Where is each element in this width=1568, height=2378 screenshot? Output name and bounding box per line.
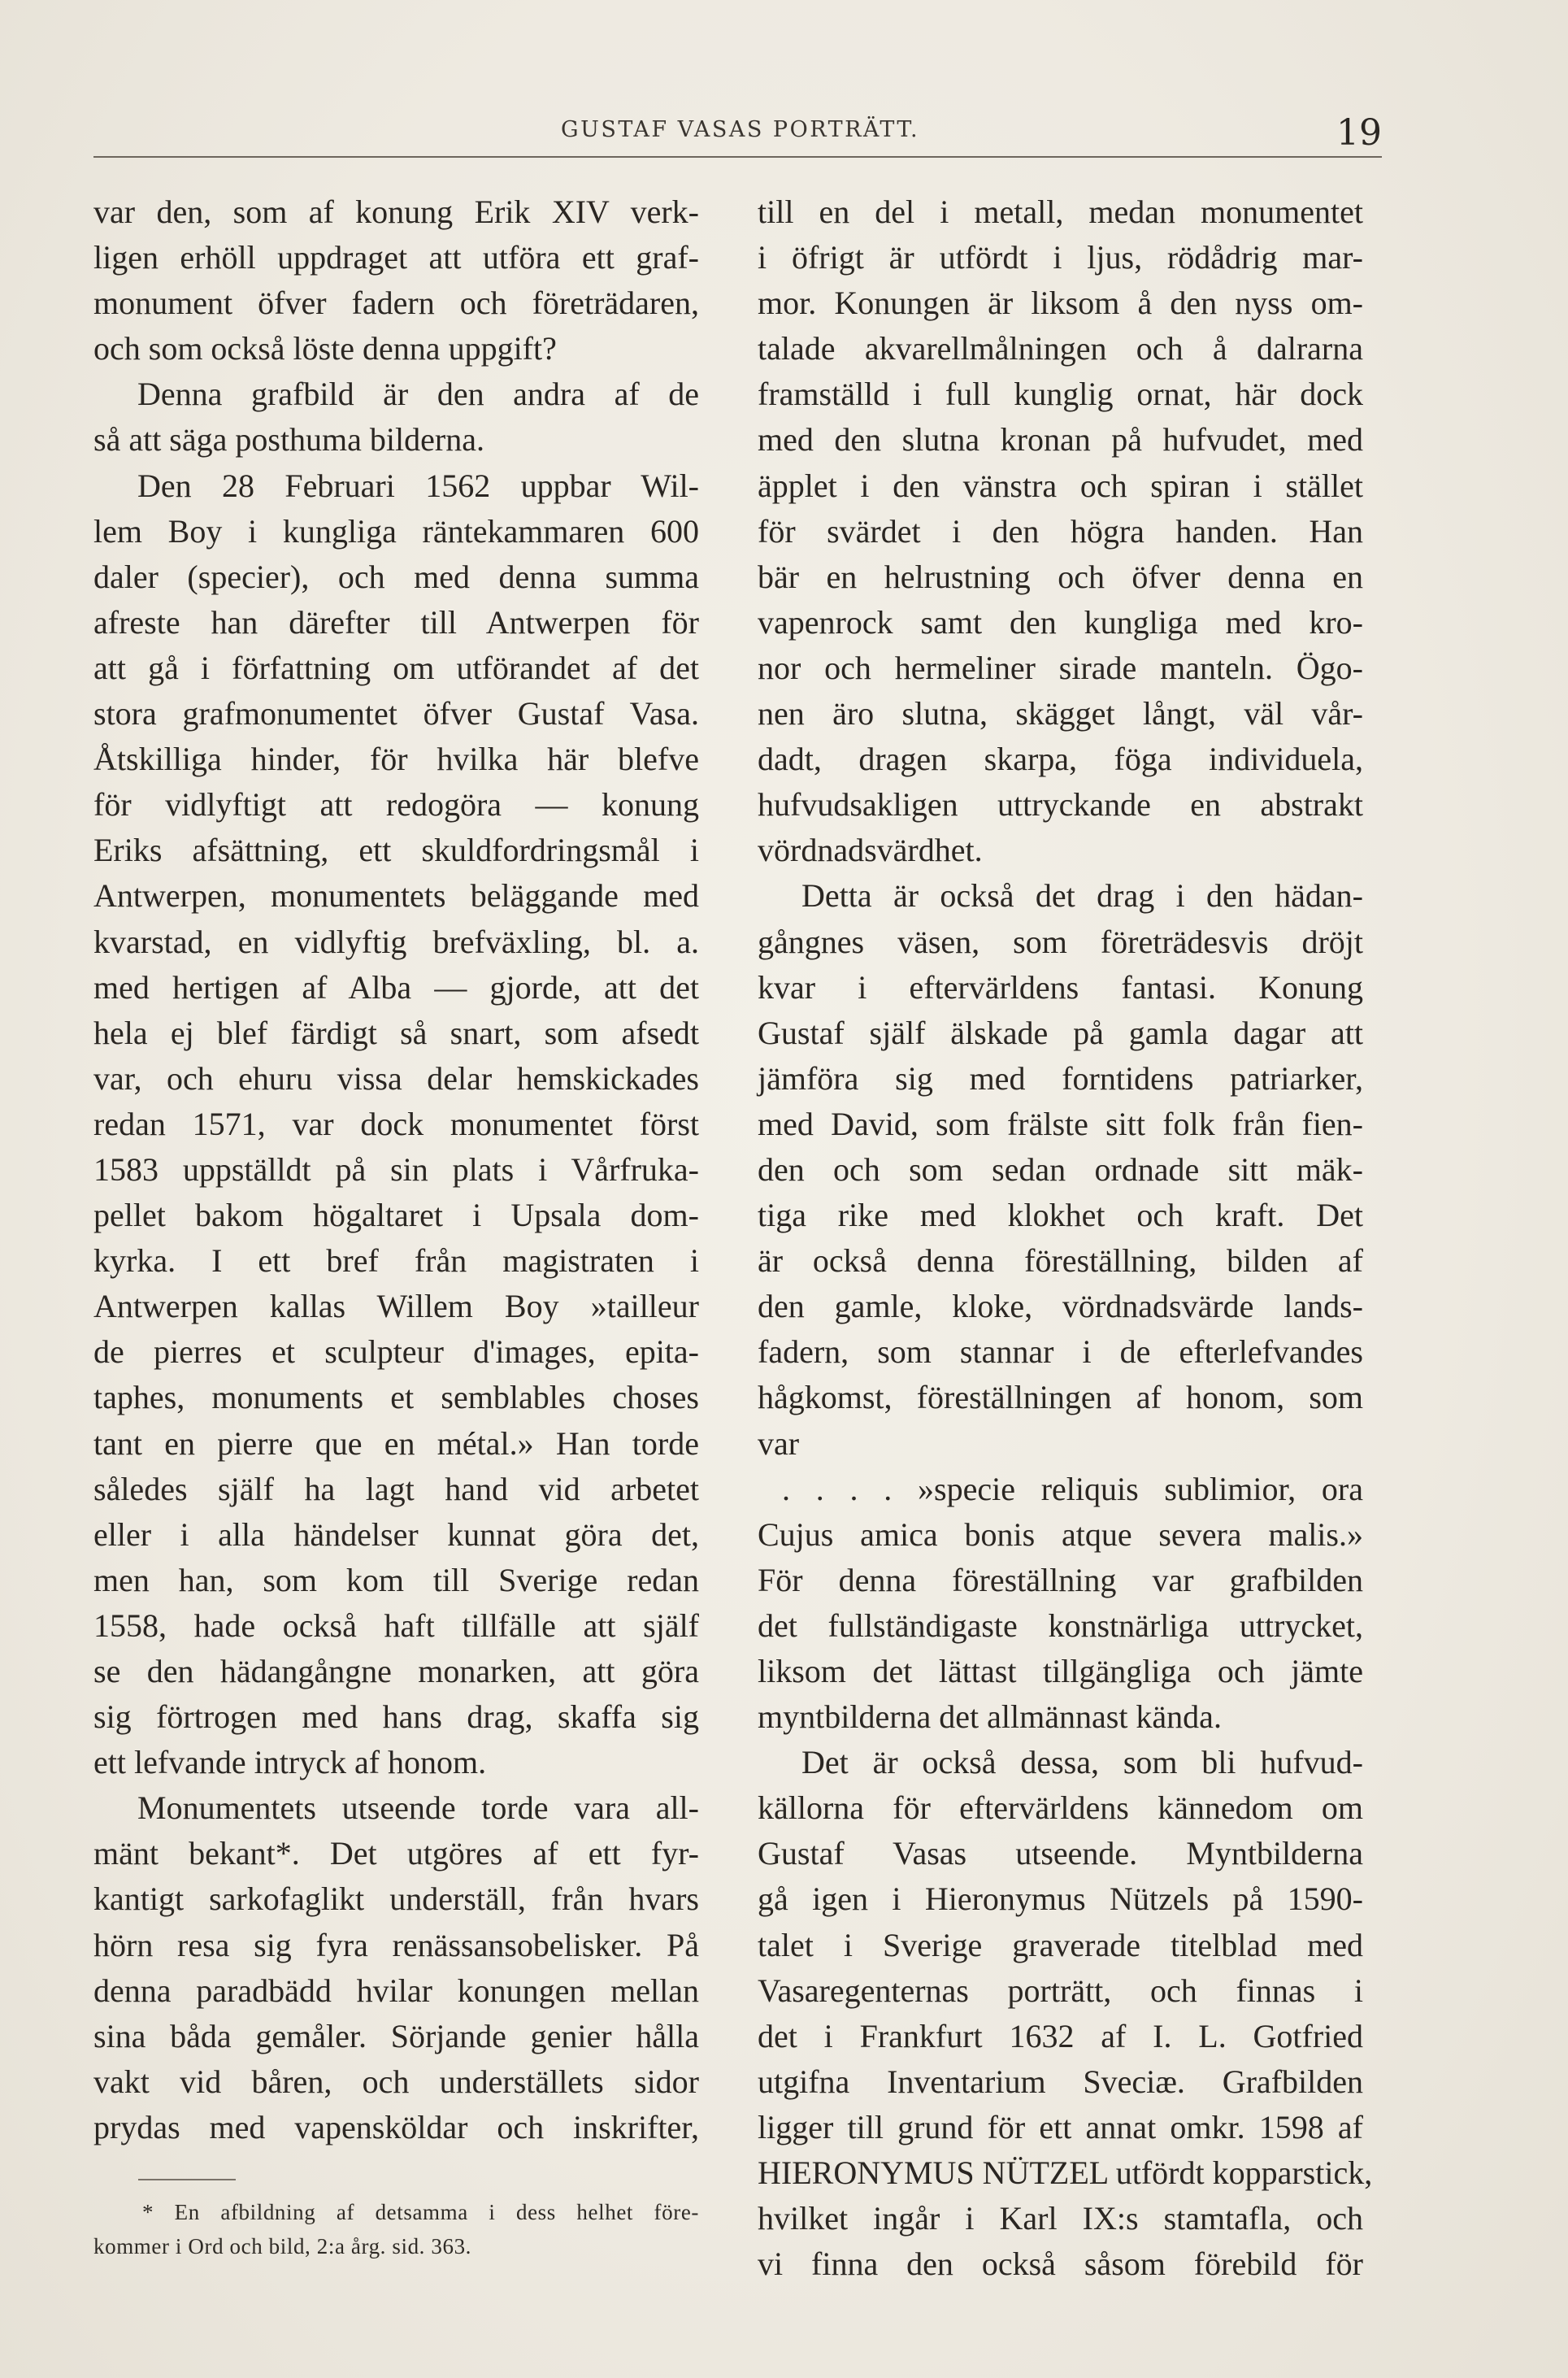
text-line: äpplet i den vänstra och spiran i stället	[758, 467, 1363, 504]
text-line: ett lefvande intryck af honom.	[93, 1744, 487, 1781]
text-line: sig förtrogen med hans drag, skaffa sig	[93, 1698, 699, 1736]
text-line: hela ej blef färdigt så snart, som afsedt	[93, 1014, 699, 1051]
text-line: kvarstad, en vidlyftig brefväxling, bl. a.	[93, 923, 699, 960]
text-line: Cujus amica bonis atque severa malis.»	[758, 1515, 1363, 1553]
text-line: daler (specier), och med denna summa	[93, 558, 699, 595]
text-line: HIERONYMUS NÜTZEL utfördt kopparstick,	[758, 2154, 1373, 2192]
text-line: är också denna föreställning, bilden af	[758, 1242, 1363, 1280]
text-line: denna paradbädd hvilar konungen mellan	[93, 1972, 699, 2009]
text-line: mänt bekant*. Det utgöres af ett fyr-	[93, 1835, 699, 1872]
text-line: kvar i eftervärldens fantasi. Konung	[758, 968, 1363, 1006]
text-line: bär en helrustning och öfver denna en	[758, 558, 1363, 595]
text-line: kyrka. I ett bref från magistraten i	[93, 1242, 699, 1280]
text-line: myntbilderna det allmännast kända.	[758, 1698, 1222, 1736]
text-line: . . . . »specie reliquis sublimior, ora	[782, 1470, 1363, 1507]
text-line: prydas med vapensköldar och inskrifter,	[93, 2108, 699, 2145]
text-line: källorna för eftervärldens kännedom om	[758, 1789, 1363, 1827]
text-line: så att säga posthuma bilderna.	[93, 421, 484, 459]
text-line: afreste han därefter till Antwerpen för	[93, 603, 699, 641]
text-line: kantigt sarkofaglikt underställ, från hvars	[93, 1880, 699, 1918]
text-line: 1558, hade också haft tillfälle att själf	[93, 1606, 699, 1644]
text-line: taphes, monuments et semblables choses	[93, 1379, 699, 1416]
running-title: GUSTAF VASAS PORTRÄTT.	[561, 117, 920, 142]
text-line: det fullständigaste konstnärliga uttrycket,	[758, 1606, 1363, 1644]
text-line: Det är också dessa, som bli hufvud-	[801, 1744, 1363, 1781]
text-line: mor. Konungen är liksom å den nyss om-	[758, 285, 1363, 322]
text-line: till en del i metall, medan monumentet	[758, 193, 1363, 230]
text-line: att gå i författning om utförandet af det	[93, 649, 699, 686]
text-line: nen äro slutna, skägget långt, väl vår-	[758, 695, 1363, 733]
text-line: vi finna den också såsom förebild för	[758, 2245, 1363, 2283]
text-line: med hertigen af Alba — gjorde, att det	[93, 968, 699, 1006]
text-line: för svärdet i den högra handen. Han	[758, 512, 1363, 550]
text-line: kommer i Ord och bild, 2:a årg. sid. 363.	[93, 2234, 472, 2258]
text-line: talade akvarellmålningen och å dalrarna	[758, 330, 1363, 367]
text-line: liksom det lättast tillgängliga och jämte	[758, 1653, 1363, 1689]
text-line: stora grafmonumentet öfver Gustaf Vasa.	[93, 695, 699, 733]
text-line: jämföra sig med forntidens patriarker,	[758, 1059, 1363, 1097]
text-line: det i Frankfurt 1632 af I. L. Gotfried	[758, 2017, 1363, 2054]
text-line: talet i Sverige graverade titelblad med	[758, 1926, 1363, 1963]
page-number: 19	[1336, 112, 1382, 154]
text-line: var, och ehuru vissa delar hemskickades	[93, 1059, 699, 1097]
footnote-rule	[138, 2179, 236, 2180]
text-line: pellet bakom högaltaret i Upsala dom-	[93, 1197, 699, 1234]
text-line: gå igen i Hieronymus Nützels på 1590-	[758, 1880, 1363, 1918]
text-line: hufvudsakligen uttryckande en abstrakt	[758, 786, 1363, 824]
text-line: För denna föreställning var grafbilden	[758, 1561, 1363, 1598]
text-line: monument öfver fadern och företrädaren,	[93, 285, 699, 322]
text-line: Gustaf själf älskade på gamla dagar att	[758, 1014, 1363, 1051]
text-line: dadt, dragen skarpa, föga individuela,	[758, 741, 1363, 778]
text-line: Den 28 Februari 1562 uppbar Wil-	[137, 467, 699, 504]
text-line: och som också löste denna uppgift?	[93, 330, 557, 367]
text-line: den gamle, kloke, vördnadsvärde lands-	[758, 1288, 1363, 1325]
text-line: gångnes väsen, som företrädesvis dröjt	[758, 923, 1363, 960]
text-line: tiga rike med klokhet och kraft. Det	[758, 1197, 1363, 1234]
text-line: Antwerpen, monumentets beläggande med	[93, 877, 699, 915]
text-line: framställd i full kunglig ornat, här dock	[758, 376, 1363, 413]
text-line: redan 1571, var dock monumentet först	[93, 1105, 699, 1142]
header-rule	[93, 156, 1382, 158]
text-line: utgifna Inventarium Sveciæ. Grafbilden	[758, 2063, 1363, 2100]
text-line: nor och hermeliner sirade manteln. Ögo-	[758, 649, 1363, 686]
text-line: vakt vid båren, och underställets sidor	[93, 2063, 699, 2100]
text-line: i öfrigt är utfördt i ljus, rödådrig mar-	[758, 239, 1363, 276]
text-line: Antwerpen kallas Willem Boy »tailleur	[93, 1288, 699, 1325]
text-line: ligger till grund för ett annat omkr. 1598 af	[758, 2108, 1363, 2145]
text-line: vapenrock samt den kungliga med kro-	[758, 603, 1363, 641]
text-line: med den slutna kronan på hufvudet, med	[758, 421, 1363, 459]
text-line: den och som sedan ordnade sitt mäk-	[758, 1150, 1363, 1188]
text-line: Åtskilliga hinder, för hvilka här blefve	[93, 741, 699, 778]
text-line: Vasaregenternas porträtt, och finnas i	[758, 1972, 1363, 2009]
text-line: för vidlyftigt att redogöra — konung	[93, 786, 699, 824]
text-line: Eriks afsättning, ett skuldfordringsmål i	[93, 832, 699, 869]
text-line: vördnadsvärdhet.	[758, 832, 983, 869]
text-line: tant en pierre que en métal.» Han torde	[93, 1424, 699, 1462]
footnote	[93, 2195, 699, 2263]
text-line: Denna grafbild är den andra af de	[137, 376, 699, 413]
text-line: hörn resa sig fyra renässansobelisker. På	[93, 1926, 699, 1963]
text-line: med David, som frälste sitt folk från fien-	[758, 1105, 1363, 1142]
text-line: hågkomst, föreställningen af honom, som	[758, 1379, 1363, 1416]
text-line: således själf ha lagt hand vid arbetet	[93, 1470, 699, 1507]
text-line: men han, som kom till Sverige redan	[93, 1561, 699, 1598]
text-line: ligen erhöll uppdraget att utföra ett graf-	[93, 239, 699, 276]
text-line: * En afbildning af detsamma i dess helhet före-	[142, 2200, 699, 2224]
right-column	[758, 189, 1373, 2287]
text-line: Gustaf Vasas utseende. Myntbilderna	[758, 1835, 1363, 1872]
page-header	[93, 111, 1382, 159]
left-column	[93, 189, 699, 2150]
text-line: lem Boy i kungliga räntekammaren 600	[93, 512, 699, 550]
text-line: eller i alla händelser kunnat göra det,	[93, 1515, 699, 1553]
text-line: 1583 uppställdt på sin plats i Vårfruka-	[93, 1150, 699, 1188]
text-line: Monumentets utseende torde vara all-	[137, 1789, 699, 1827]
text-line: var	[758, 1424, 800, 1462]
text-line: Detta är också det drag i den hädan-	[801, 877, 1363, 915]
text-line: hvilket ingår i Karl IX:s stamtafla, och	[758, 2200, 1363, 2237]
text-line: var den, som af konung Erik XIV verk-	[93, 193, 699, 230]
text-line: fadern, som stannar i de efterlefvandes	[758, 1333, 1363, 1371]
text-line: se den hädangångne monarken, att göra	[93, 1653, 699, 1689]
text-line: sina båda gemåler. Sörjande genier hålla	[93, 2017, 699, 2054]
text-line: de pierres et sculpteur d'images, epita-	[93, 1333, 699, 1371]
